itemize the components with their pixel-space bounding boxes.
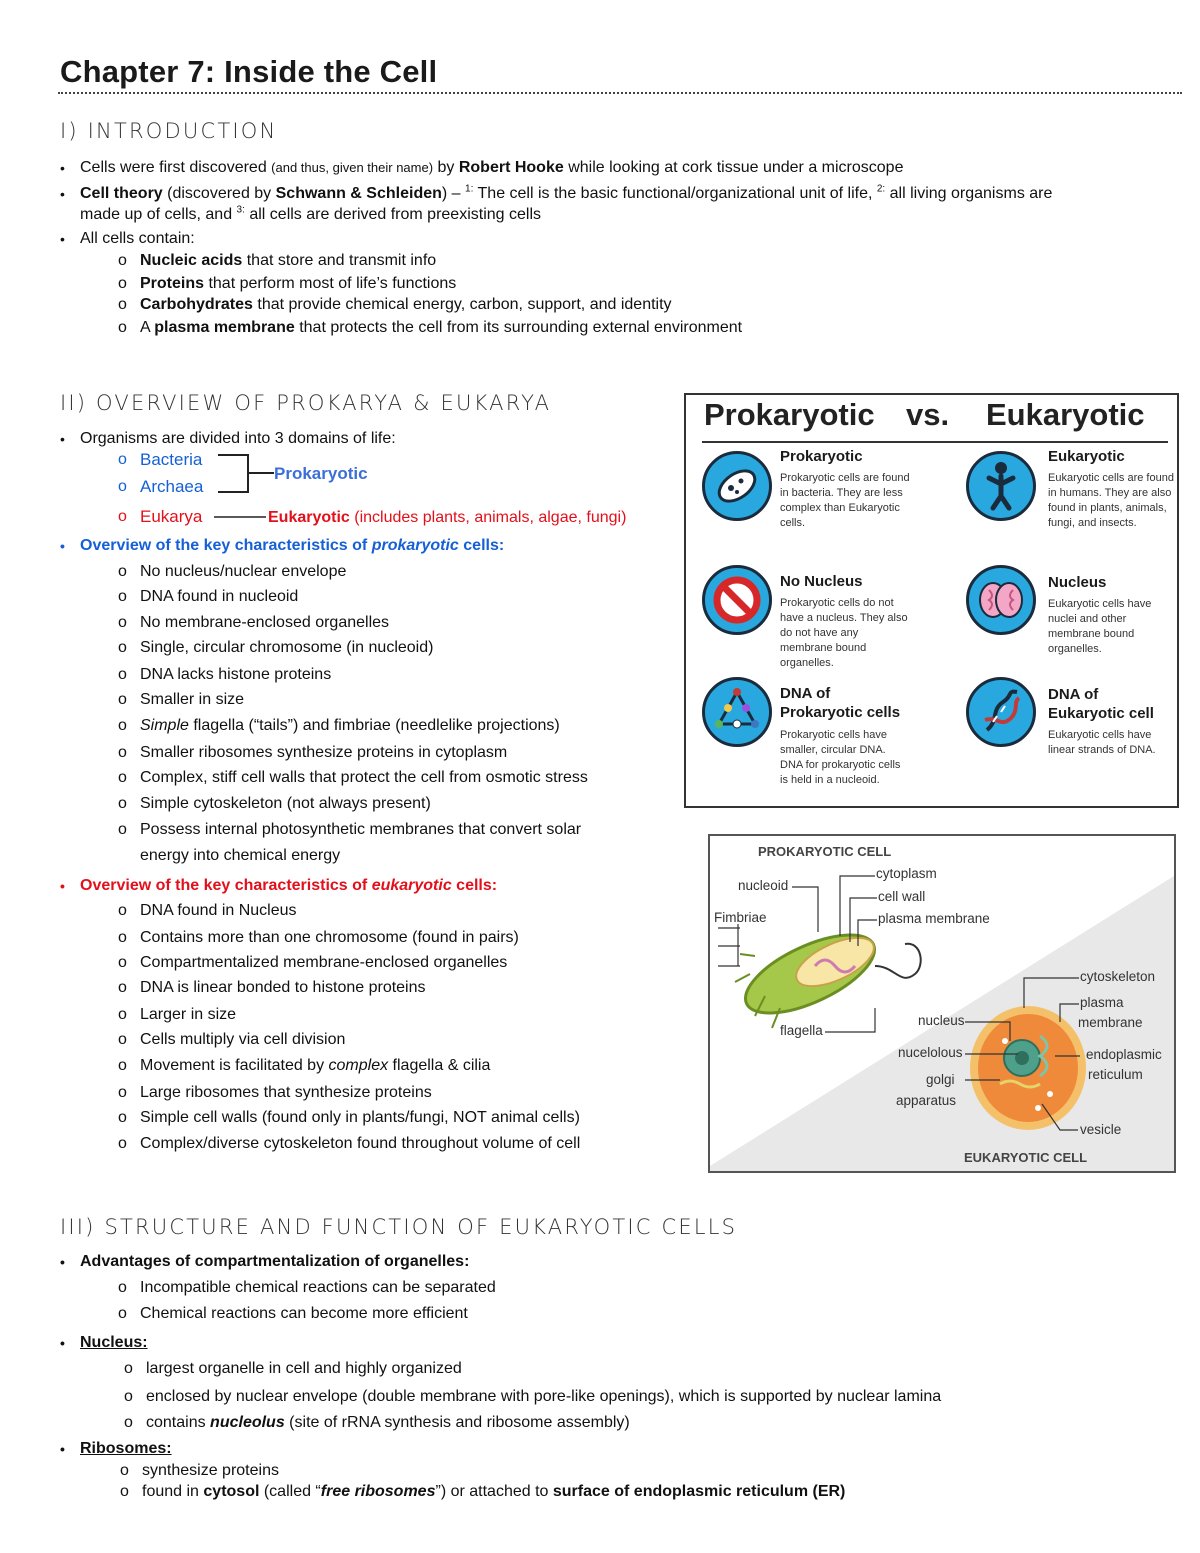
text: ) – bbox=[441, 185, 466, 202]
label-fimbriae: Fimbriae bbox=[714, 910, 767, 925]
sub-list-item: o Complex/diverse cytoskeleton found throughout volume of cell bbox=[140, 1134, 580, 1154]
text: that store and transmit info bbox=[242, 252, 437, 269]
sub-list-item bbox=[140, 251, 436, 271]
list-item: • Advantages of compartmentalization of organelles: bbox=[80, 1252, 469, 1272]
text: all living organisms are bbox=[885, 185, 1053, 202]
text: complex bbox=[328, 1057, 389, 1074]
bacterium-icon bbox=[702, 451, 772, 521]
text: (and thus, given their name) bbox=[271, 160, 434, 175]
sub-list-item: o Smaller in size bbox=[140, 690, 244, 710]
list-item bbox=[80, 158, 903, 178]
label-nucleus: nucleus bbox=[918, 1013, 965, 1028]
label-apparatus: apparatus bbox=[896, 1093, 957, 1108]
text: flagella & cilia bbox=[388, 1057, 491, 1074]
dna-prokaryotic-description: Prokaryotic cells have smaller, circular DNA. DNA for prokaryotic cells is held in a nucleoid. bbox=[780, 729, 901, 786]
sub-list-item: o No nucleus/nuclear envelope bbox=[140, 562, 346, 582]
text: prokaryotic bbox=[371, 537, 459, 554]
title-divider bbox=[58, 92, 1182, 94]
text: found in bbox=[142, 1483, 204, 1500]
label-reticulum: reticulum bbox=[1088, 1067, 1143, 1082]
sub-list-item: o Incompatible chemical reactions can be separated bbox=[140, 1278, 496, 1298]
text: flagella (“tails”) and fimbriae (needlelike projections) bbox=[193, 717, 560, 734]
sub-list-item: o enclosed by nuclear envelope (double membrane with pore-like openings), which is supported by nuclear lamina bbox=[146, 1387, 941, 1407]
label-cytoskeleton: cytoskeleton bbox=[1080, 969, 1156, 984]
text: while looking at cork tissue under a microscope bbox=[563, 159, 904, 176]
text: Robert Hooke bbox=[458, 159, 564, 176]
text: 1: bbox=[465, 183, 474, 195]
sub-list-item: o Chemical reactions can become more efficient bbox=[140, 1304, 468, 1324]
label-plasma: plasma bbox=[1080, 995, 1124, 1010]
sub-list-item bbox=[146, 1413, 630, 1433]
text: Schwann & Schleiden bbox=[275, 185, 442, 202]
infographic-title-right: Eukaryotic bbox=[986, 397, 1145, 432]
nucleus-heading: Nucleus bbox=[1048, 574, 1107, 591]
circular-dna-icon bbox=[702, 677, 772, 747]
label-endoplasmic: endoplasmic bbox=[1086, 1047, 1162, 1062]
text: Carbohydrates bbox=[140, 296, 253, 313]
text: nucleolus bbox=[210, 1414, 285, 1431]
sub-list-item bbox=[142, 1482, 845, 1502]
text: 3: bbox=[236, 204, 245, 216]
label-golgi: golgi bbox=[926, 1072, 955, 1087]
sub-list-item bbox=[140, 716, 560, 736]
sub-list-item: o Simple cell walls (found only in plants/fungi, NOT animal cells) bbox=[140, 1108, 580, 1128]
text: that protects the cell from its surrounding external environment bbox=[294, 319, 743, 336]
sub-list-item-continued: energy into chemical energy bbox=[140, 847, 341, 864]
sub-list-item: o DNA found in Nucleus bbox=[140, 901, 297, 921]
sub-list-item: o synthesize proteins bbox=[142, 1461, 279, 1481]
sub-list-item: o Compartmentalized membrane-enclosed organelles bbox=[140, 953, 507, 973]
text: Simple bbox=[140, 717, 189, 734]
sub-list-item bbox=[140, 318, 742, 338]
ribosomes-heading: • Ribosomes: bbox=[80, 1439, 172, 1459]
text: (called “ bbox=[259, 1483, 321, 1500]
label-flagella: flagella bbox=[780, 1023, 823, 1038]
text: that perform most of life’s functions bbox=[204, 275, 457, 292]
sub-list-item: o DNA lacks histone proteins bbox=[140, 665, 331, 685]
connector-line bbox=[214, 515, 266, 519]
text: DNA of bbox=[780, 685, 831, 702]
prohibited-icon bbox=[702, 565, 772, 635]
text: DNA of bbox=[1048, 686, 1099, 703]
text: by bbox=[433, 159, 459, 176]
eukaryotic-cell-title: EUKARYOTIC CELL bbox=[964, 1150, 1088, 1165]
person-yoga-icon bbox=[966, 451, 1036, 521]
label-cytoplasm: cytoplasm bbox=[876, 866, 937, 881]
sub-list-item: o Cells multiply via cell division bbox=[140, 1030, 345, 1050]
text: Movement is facilitated by bbox=[140, 1057, 329, 1074]
text: The cell is the basic functional/organizational unit of life, bbox=[473, 185, 877, 202]
text: contains bbox=[146, 1414, 211, 1431]
infographic-title-vs: vs. bbox=[906, 397, 950, 432]
text: eukaryotic bbox=[371, 877, 452, 894]
sub-list-item: o Simple cytoskeleton (not always present) bbox=[140, 794, 431, 814]
dna-eukaryotic-heading bbox=[1048, 685, 1154, 723]
prokaryotic-label: Prokaryotic bbox=[274, 464, 368, 483]
text: all cells are derived from preexisting cells bbox=[244, 206, 542, 223]
no-nucleus-heading: No Nucleus bbox=[780, 573, 863, 590]
text: that provide chemical energy, carbon, support, and identity bbox=[252, 296, 672, 313]
infographic-divider bbox=[702, 441, 1168, 443]
domain-archaea: o Archaea bbox=[140, 477, 203, 497]
bracket-icon bbox=[216, 452, 276, 496]
text: (site of rRNA synthesis and ribosome assembly) bbox=[284, 1414, 630, 1431]
section-heading-structure: III) STRUCTURE AND FUNCTION OF EUKARYOTIC CELLS bbox=[60, 1215, 738, 1239]
sub-list-item bbox=[140, 274, 456, 294]
sub-list-item: o Possess internal photosynthetic membranes that convert solar bbox=[140, 820, 581, 840]
text: A bbox=[140, 319, 155, 336]
page-title: Chapter 7: Inside the Cell bbox=[60, 54, 438, 89]
text: (includes plants, animals, algae, fungi) bbox=[349, 509, 627, 526]
domain-eukarya: o Eukarya bbox=[140, 507, 202, 527]
dna-prokaryotic-heading bbox=[780, 684, 900, 722]
text: ”) or attached to bbox=[435, 1483, 553, 1500]
label-plasma-membrane: plasma membrane bbox=[878, 911, 990, 926]
domain-bacteria: o Bacteria bbox=[140, 450, 202, 470]
text: plasma membrane bbox=[154, 319, 295, 336]
text: cells: bbox=[458, 537, 505, 554]
text: Overview of the key characteristics of bbox=[80, 537, 372, 554]
text: Cells were first discovered bbox=[80, 159, 272, 176]
prokaryotic-overview-heading bbox=[80, 536, 504, 556]
eukaryotic-label bbox=[268, 508, 626, 528]
label-nucleoid: nucleoid bbox=[738, 878, 789, 893]
prokaryotic-heading: Prokaryotic bbox=[780, 448, 863, 465]
text: Cell theory bbox=[80, 185, 163, 202]
text: Prokaryotic cells bbox=[780, 704, 901, 721]
text: Proteins bbox=[140, 275, 205, 292]
label-cell-wall: cell wall bbox=[878, 889, 926, 904]
sub-list-item: o DNA is linear bonded to histone proteins bbox=[140, 978, 426, 998]
list-item: • Organisms are divided into 3 domains of life: bbox=[80, 429, 396, 449]
dna-eukaryotic-description: Eukaryotic cells have linear strands of DNA. bbox=[1048, 729, 1156, 756]
text: (discovered by bbox=[162, 185, 276, 202]
list-item bbox=[80, 184, 1052, 204]
prokaryotic-vs-eukaryotic-infographic bbox=[684, 393, 1179, 808]
sub-list-item bbox=[140, 1056, 490, 1076]
label-membrane: membrane bbox=[1078, 1015, 1143, 1030]
text: Eukaryotic cell bbox=[1048, 705, 1154, 722]
list-item: • All cells contain: bbox=[80, 229, 195, 249]
label-vesicle: vesicle bbox=[1080, 1122, 1122, 1137]
text: 2: bbox=[876, 183, 886, 195]
sub-list-item bbox=[140, 295, 672, 315]
brain-icon bbox=[966, 565, 1036, 635]
sub-list-item: o No membrane-enclosed organelles bbox=[140, 613, 389, 633]
sub-list-item: o Contains more than one chromosome (found in pairs) bbox=[140, 928, 519, 948]
prokaryotic-description: Prokaryotic cells are found in bacteria. They are less complex than Eukaryotic cells. bbox=[780, 472, 910, 529]
infographic-title-left: Prokaryotic bbox=[704, 397, 875, 432]
nucleus-heading: • Nucleus: bbox=[80, 1333, 148, 1353]
nucleus-description: Eukaryotic cells have nuclei and other membrane bound organelles. bbox=[1048, 598, 1152, 655]
text: free ribosomes bbox=[320, 1483, 436, 1500]
eukaryotic-description: Eukaryotic cells are found in humans. They are also found in plants, animals, fungi, and insects. bbox=[1048, 472, 1174, 529]
sub-list-item: o Single, circular chromosome (in nucleoid) bbox=[140, 638, 433, 658]
cell-comparison-diagram bbox=[708, 834, 1176, 1173]
eukaryotic-overview-heading bbox=[80, 876, 497, 896]
text: Overview of the key characteristics of bbox=[80, 877, 372, 894]
sub-list-item: o Larger in size bbox=[140, 1005, 236, 1025]
list-item-continued bbox=[80, 205, 541, 225]
dna-helix-icon bbox=[966, 677, 1036, 747]
eukaryotic-heading: Eukaryotic bbox=[1048, 448, 1125, 465]
sub-list-item: o largest organelle in cell and highly organized bbox=[146, 1359, 462, 1379]
sub-list-item: o Complex, stiff cell walls that protect the cell from osmotic stress bbox=[140, 768, 588, 788]
prokaryotic-cell-title: PROKARYOTIC CELL bbox=[758, 844, 892, 859]
text: cytosol bbox=[203, 1483, 260, 1500]
sub-list-item: o Large ribosomes that synthesize proteins bbox=[140, 1083, 432, 1103]
section-heading-introduction: I) INTRODUCTION bbox=[60, 119, 278, 143]
text: Eukaryotic bbox=[268, 509, 350, 526]
text: Nucleic acids bbox=[140, 252, 243, 269]
no-nucleus-description: Prokaryotic cells do not have a nucleus. They also do not have any membrane bound organelles. bbox=[780, 597, 908, 669]
text: surface of endoplasmic reticulum (ER) bbox=[552, 1483, 846, 1500]
sub-list-item: o Smaller ribosomes synthesize proteins in cytoplasm bbox=[140, 743, 507, 763]
section-heading-overview: II) OVERVIEW OF PROKARYA & EUKARYA bbox=[60, 391, 552, 415]
text: cells: bbox=[451, 877, 498, 894]
sub-list-item: o DNA found in nucleoid bbox=[140, 587, 298, 607]
text: made up of cells, and bbox=[80, 206, 237, 223]
label-nucelolous: nucelolous bbox=[898, 1045, 963, 1060]
